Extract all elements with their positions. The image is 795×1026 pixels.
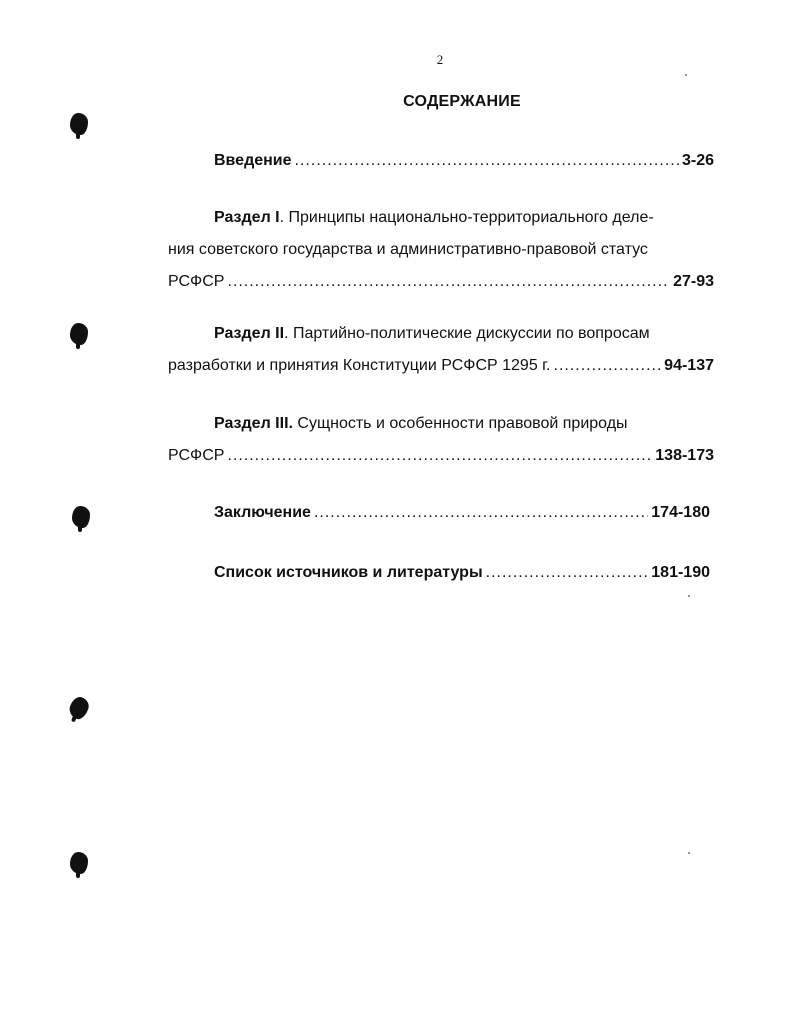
toc-entry-text: ния советского государства и административно-правовой статус [168, 241, 648, 258]
binding-hole-mark [70, 323, 88, 345]
binding-hole-mark [70, 113, 88, 135]
toc-entry-label: Заключение [214, 504, 311, 521]
toc-page-range: 3-26 [681, 152, 714, 169]
toc-line [168, 145, 714, 177]
binding-hole-mark [70, 852, 88, 874]
toc-entry-label: Введение [214, 152, 292, 169]
toc-entry-label: Раздел I [214, 209, 280, 226]
scan-speck [685, 74, 687, 76]
toc-entry-section-2 [168, 318, 714, 382]
binding-hole-mark [67, 695, 91, 722]
toc-page-range: 174-180 [651, 504, 710, 521]
toc-line [168, 318, 714, 350]
toc-entry-sources [168, 557, 710, 589]
toc-entry-conclusion [168, 497, 710, 529]
toc-entry-text: РСФСР [168, 447, 225, 464]
toc-entry-introduction [168, 145, 714, 177]
dot-leader [227, 440, 652, 472]
toc-line [168, 350, 714, 382]
toc-entry-label: Список источников и литературы [214, 564, 483, 581]
toc-page-range: 94-137 [664, 357, 714, 374]
toc-entry-section-3 [168, 408, 714, 472]
toc-line [168, 266, 714, 298]
toc-page-range: 138-173 [655, 447, 714, 464]
dot-leader [554, 350, 662, 382]
page-number: 2 [436, 52, 444, 67]
toc-entry-text: разработки и принятия Конституции РСФСР 1295 г. [168, 357, 551, 374]
toc-entry-text: . Принципы национально-территориального деле- [279, 209, 654, 226]
toc-line [168, 202, 714, 234]
toc-page-range: 181-190 [651, 564, 710, 581]
dot-leader [295, 145, 679, 177]
toc-entry-label: Раздел III. [214, 415, 293, 432]
toc-entry-text: РСФСР [168, 273, 225, 290]
dot-leader [314, 497, 648, 529]
toc-line [168, 557, 710, 589]
binding-hole-mark [72, 506, 90, 528]
toc-line [168, 234, 714, 266]
toc-page-range: 27-93 [673, 273, 714, 290]
toc-entry-text: . Партийно-политические дискуссии по вопросам [284, 325, 650, 342]
scan-speck [688, 852, 690, 854]
page-title: СОДЕРЖАНИЕ [403, 93, 521, 110]
dot-leader [227, 266, 670, 298]
toc-entry-text: Сущность и особенности правовой природы [292, 415, 628, 432]
scan-speck [688, 595, 690, 597]
dot-leader [486, 557, 649, 589]
toc-entry-section-1 [168, 202, 714, 298]
toc-line [168, 408, 714, 440]
toc-entry-label: Раздел II [214, 325, 285, 342]
toc-line [168, 440, 714, 472]
toc-line [168, 497, 710, 529]
